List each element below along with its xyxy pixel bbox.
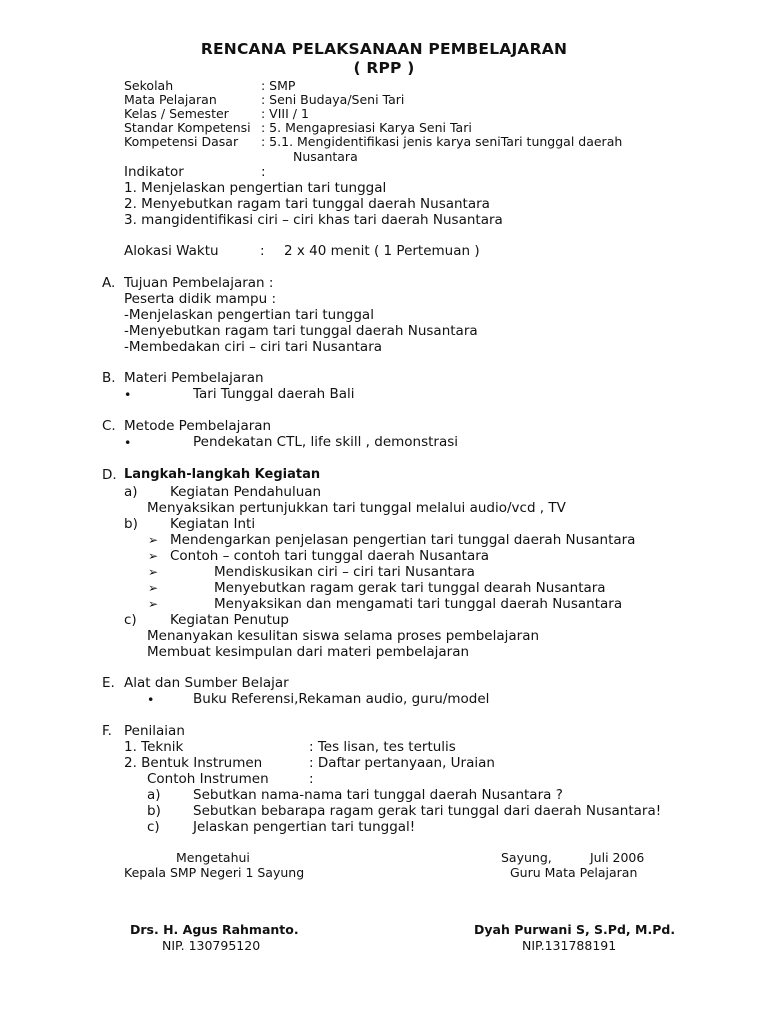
section-d-letter: D. (102, 467, 117, 483)
question-mark-label: c) (147, 819, 160, 835)
step-b-item: Mendengarkan penjelasan pengertian tari tunggal daerah Nusantara (170, 532, 636, 548)
section-f-letter: F. (102, 723, 112, 739)
section-c-heading: Metode Pembelajaran (124, 418, 272, 434)
indikator-item: 3. mangidentifikasi ciri – ciri khas tari daerah Nusantara (124, 212, 503, 228)
section-a-intro: Peserta didik mampu : (124, 291, 277, 307)
section-e-heading: Alat dan Sumber Belajar (124, 675, 289, 691)
step-a-label: Kegiatan Pendahuluan (170, 484, 322, 500)
question-mark-label: b) (147, 803, 161, 819)
signature-right-name: Dyah Purwani S, S.Pd, M.Pd. (474, 922, 676, 937)
document-subtitle: ( RPP ) (353, 59, 415, 77)
meta-label-kelas: Kelas / Semester (124, 106, 229, 121)
arrow-bullet-icon: ➢ (148, 597, 159, 611)
signature-left-line1: Mengetahui (176, 850, 250, 865)
arrow-bullet-icon: ➢ (148, 581, 159, 595)
section-b-heading: Materi Pembelajaran (124, 370, 264, 386)
penilaian-label: 2. Bentuk Instrumen (124, 755, 263, 771)
signature-right-place: Sayung, (501, 850, 552, 865)
document-title: RENCANA PELAKSANAAN PEMBELAJARAN (200, 40, 568, 58)
section-c-letter: C. (102, 418, 116, 434)
bullet-icon: • (124, 435, 132, 450)
question-text: Sebutkan nama-nama tari tunggal daerah Nusantara ? (193, 787, 563, 803)
penilaian-label: 1. Teknik (124, 739, 184, 755)
meta-label-sekolah: Sekolah (124, 78, 174, 93)
meta-label-mapel: Mata Pelajaran (124, 92, 217, 107)
section-f-heading: Penilaian (124, 723, 185, 739)
signature-right-line2: Guru Mata Pelajaran (510, 865, 638, 880)
alokasi-colon: : (260, 243, 265, 259)
penilaian-label: Contoh Instrumen (147, 771, 269, 787)
step-c-item: Menanyakan kesulitan siswa selama proses pembelajaran (147, 628, 540, 644)
indikator-colon: : (261, 164, 266, 180)
indikator-heading: Indikator (124, 164, 184, 180)
arrow-bullet-icon: ➢ (148, 549, 159, 563)
step-c-item: Membuat kesimpulan dari materi pembelajaran (147, 644, 470, 660)
step-a-mark: a) (124, 484, 138, 500)
signature-right-date: Juli 2006 (590, 850, 645, 865)
question-mark-label: a) (147, 787, 161, 803)
penilaian-value: : Tes lisan, tes tertulis (309, 739, 456, 755)
step-b-item: Menyebutkan ragam gerak tari tunggal dearah Nusantara (214, 580, 606, 596)
meta-value-sk: : 5. Mengapresiasi Karya Seni Tari (261, 120, 472, 135)
signature-left-name: Drs. H. Agus Rahmanto. (130, 922, 299, 937)
section-a-heading: Tujuan Pembelajaran : (124, 275, 274, 291)
section-b-item: Tari Tunggal daerah Bali (193, 386, 355, 402)
penilaian-value: : (309, 771, 314, 787)
meta-value-kd-cont: Nusantara (293, 149, 358, 164)
section-e-letter: E. (102, 675, 115, 691)
arrow-bullet-icon: ➢ (148, 533, 159, 547)
alokasi-label: Alokasi Waktu (124, 243, 219, 259)
section-a-item: -Menyebutkan ragam tari tunggal daerah Nusantara (124, 323, 478, 339)
bullet-icon: • (147, 692, 155, 707)
section-a-item: -Membedakan ciri – ciri tari Nusantara (124, 339, 383, 355)
question-text: Sebutkan bebarapa ragam gerak tari tunggal dari daerah Nusantara! (193, 803, 662, 819)
indikator-item: 2. Menyebutkan ragam tari tunggal daerah Nusantara (124, 196, 490, 212)
step-c-mark: c) (124, 612, 137, 628)
meta-value-kelas: : VIII / 1 (261, 106, 309, 121)
section-a-item: -Menjelaskan pengertian tari tunggal (124, 307, 374, 323)
section-e-item: Buku Referensi,Rekaman audio, guru/model (193, 691, 490, 707)
signature-right-nip: NIP.131788191 (522, 938, 617, 953)
question-text: Jelaskan pengertian tari tunggal! (193, 819, 416, 835)
step-b-label: Kegiatan Inti (170, 516, 256, 532)
alokasi-value: 2 x 40 menit ( 1 Pertemuan ) (284, 243, 480, 259)
step-a-text: Menyaksikan pertunjukkan tari tunggal melalui audio/vcd , TV (147, 500, 566, 516)
penilaian-value: : Daftar pertanyaan, Uraian (309, 755, 495, 771)
meta-value-mapel: : Seni Budaya/Seni Tari (261, 92, 405, 107)
section-b-letter: B. (102, 370, 116, 386)
arrow-bullet-icon: ➢ (148, 565, 159, 579)
meta-label-sk: Standar Kompetensi (124, 120, 251, 135)
indikator-item: 1. Menjelaskan pengertian tari tunggal (124, 180, 387, 196)
step-b-mark: b) (124, 516, 138, 532)
section-d-heading: Langkah-langkah Kegiatan (124, 467, 321, 482)
meta-value-kd: : 5.1. Mengidentifikasi jenis karya seniTari tunggal daerah (261, 134, 623, 149)
meta-label-kd: Kompetensi Dasar (124, 134, 239, 149)
step-b-item: Mendiskusikan ciri – ciri tari Nusantara (214, 564, 475, 580)
step-b-item: Contoh – contoh tari tunggal daerah Nusantara (170, 548, 490, 564)
step-b-item: Menyaksikan dan mengamati tari tunggal daerah Nusantara (214, 596, 623, 612)
section-c-item: Pendekatan CTL, life skill , demonstrasi (193, 434, 459, 450)
section-a-letter: A. (102, 275, 116, 291)
meta-value-sekolah: : SMP (261, 78, 296, 93)
bullet-icon: • (124, 387, 132, 402)
signature-left-nip: NIP. 130795120 (162, 938, 261, 953)
signature-left-line2: Kepala SMP Negeri 1 Sayung (124, 865, 305, 880)
step-c-label: Kegiatan Penutup (170, 612, 289, 628)
